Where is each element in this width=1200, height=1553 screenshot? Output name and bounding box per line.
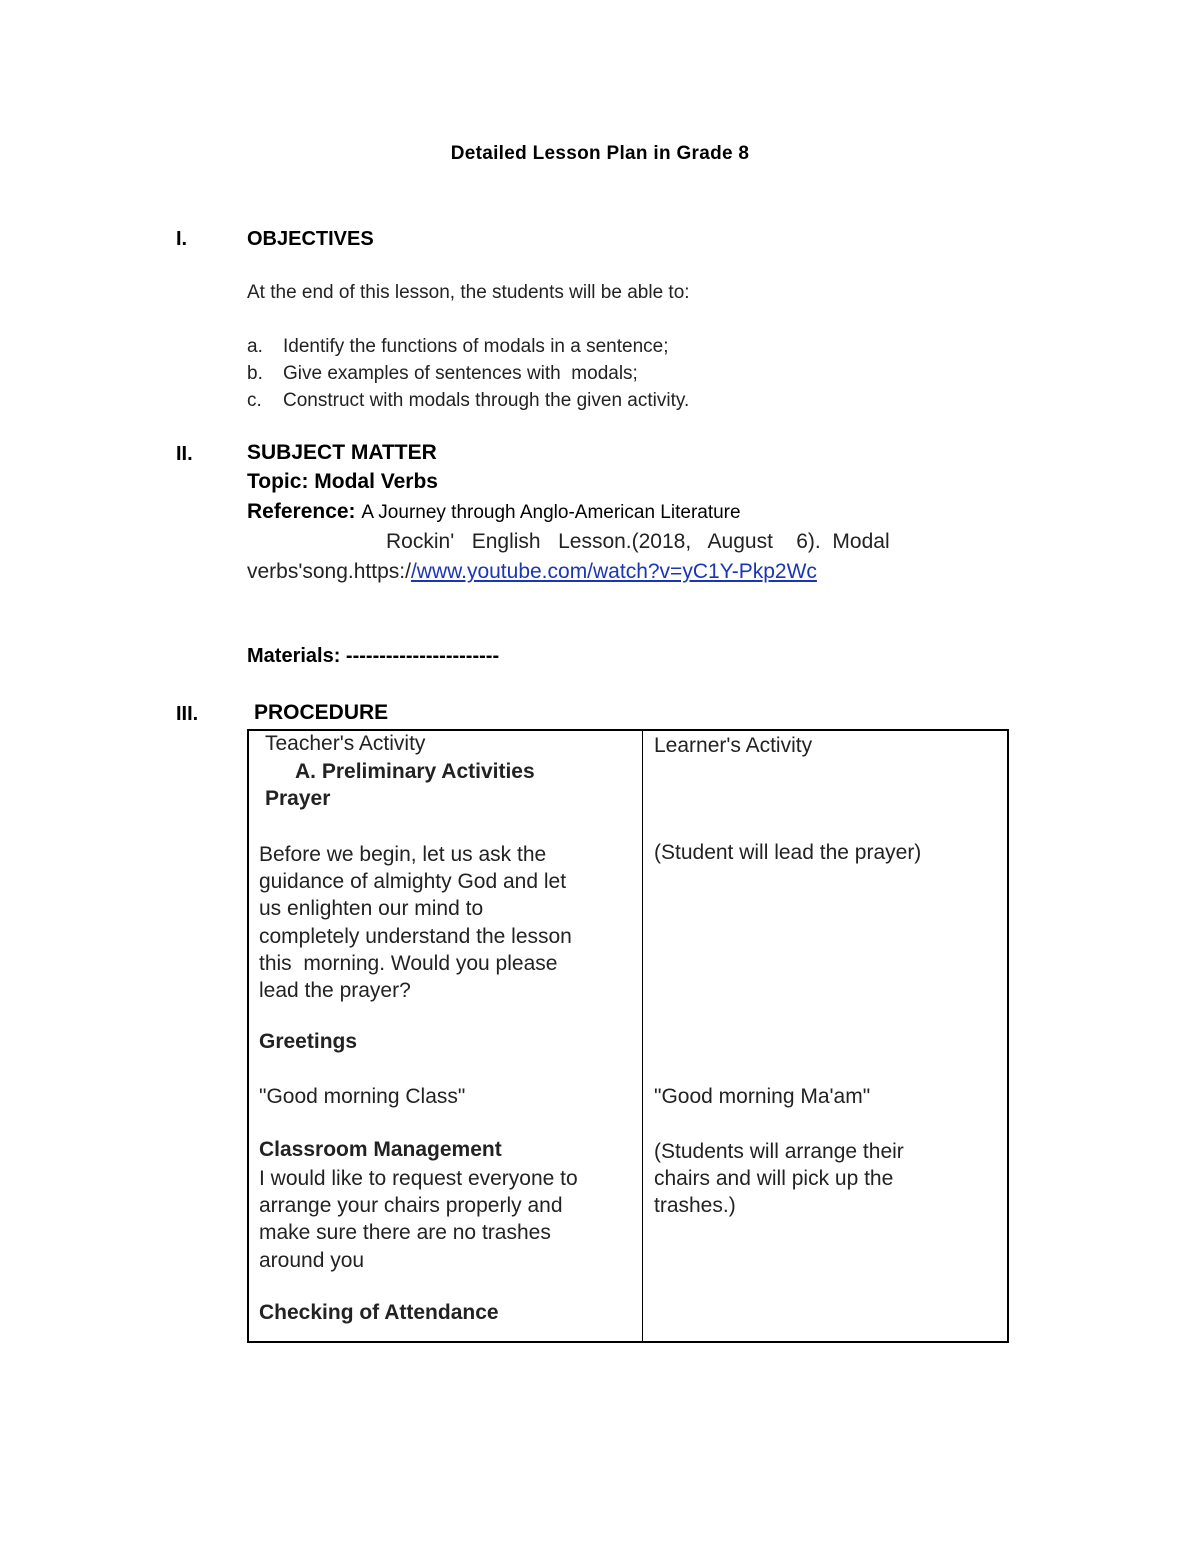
section-numeral-procedure: III. [176,703,199,725]
prayer-response: (Student will lead the prayer) [654,841,922,864]
classroom-management-heading: Classroom Management [259,1138,502,1161]
procedure-heading: PROCEDURE [254,701,389,724]
text-line: (Students will arrange their [654,1140,904,1163]
text-line: around you [259,1248,365,1272]
reference-label: Reference: [247,500,356,523]
prayer-heading: Prayer [265,787,331,810]
page-title: Detailed Lesson Plan in Grade 8 [450,143,750,164]
classroom-management-instruction [259,1165,578,1274]
subject-matter-heading: SUBJECT MATTER [247,441,437,464]
reference-text: A Journey through Anglo-American Literature [361,502,741,523]
list-item-letter: a. [247,336,263,357]
text-line: make sure there are no trashes [259,1221,551,1245]
text-line: trashes.) [654,1194,736,1218]
procedure-table [247,729,1009,1343]
teacher-activity-column [248,730,643,1342]
materials-line: Materials: ----------------------- [247,645,500,667]
reference-link[interactable]: /www.youtube.com/watch?v=yC1Y-Pkp2Wc [410,560,817,583]
learner-activity-column [643,730,1009,1342]
list-item: Construct with modals through the given activity. [283,390,690,411]
list-item-letter: c. [247,390,262,411]
objectives-heading: OBJECTIVES [247,228,374,250]
preliminary-activities-heading: A. Preliminary Activities [295,760,535,783]
text-line: chairs and will pick up the [654,1167,894,1191]
list-item-letter: b. [247,363,263,384]
section-numeral-subject-matter: II. [176,443,193,465]
list-item: Identify the functions of modals in a sentence; [283,336,669,357]
learner-column-header: Learner's Activity [654,734,813,757]
section-numeral-objectives: I. [176,228,188,250]
text-line: us enlighten our mind to [259,897,484,921]
greetings-teacher-line: "Good morning Class" [259,1085,466,1108]
text-line: Before we begin, let us ask the [259,843,547,866]
text-line: guidance of almighty God and let [259,870,567,894]
list-item: Give examples of sentences with modals; [283,363,638,384]
greetings-response: "Good morning Ma'am" [654,1085,871,1108]
reference-url-prefix: verbs'song.https:/ [247,560,411,583]
objectives-intro: At the end of this lesson, the students will be able to: [247,282,690,303]
text-line: completely understand the lesson [259,924,572,948]
teacher-column-header: Teacher's Activity [265,732,426,755]
text-line: this morning. Would you please [259,951,558,975]
reference-citation: Rockin' English Lesson.(2018, August 6). Modal [386,530,890,553]
text-line: lead the prayer? [259,979,411,1003]
reference-line [247,500,741,524]
prayer-instruction [259,841,572,1004]
text-line: arrange your chairs properly and [259,1194,563,1218]
text-line: I would like to request everyone to [259,1167,578,1190]
attendance-heading: Checking of Attendance [259,1301,499,1324]
topic-line: Topic: Modal Verbs [247,470,438,493]
reference-url-line [247,560,817,584]
classroom-management-response [654,1138,904,1220]
greetings-heading: Greetings [259,1030,358,1053]
